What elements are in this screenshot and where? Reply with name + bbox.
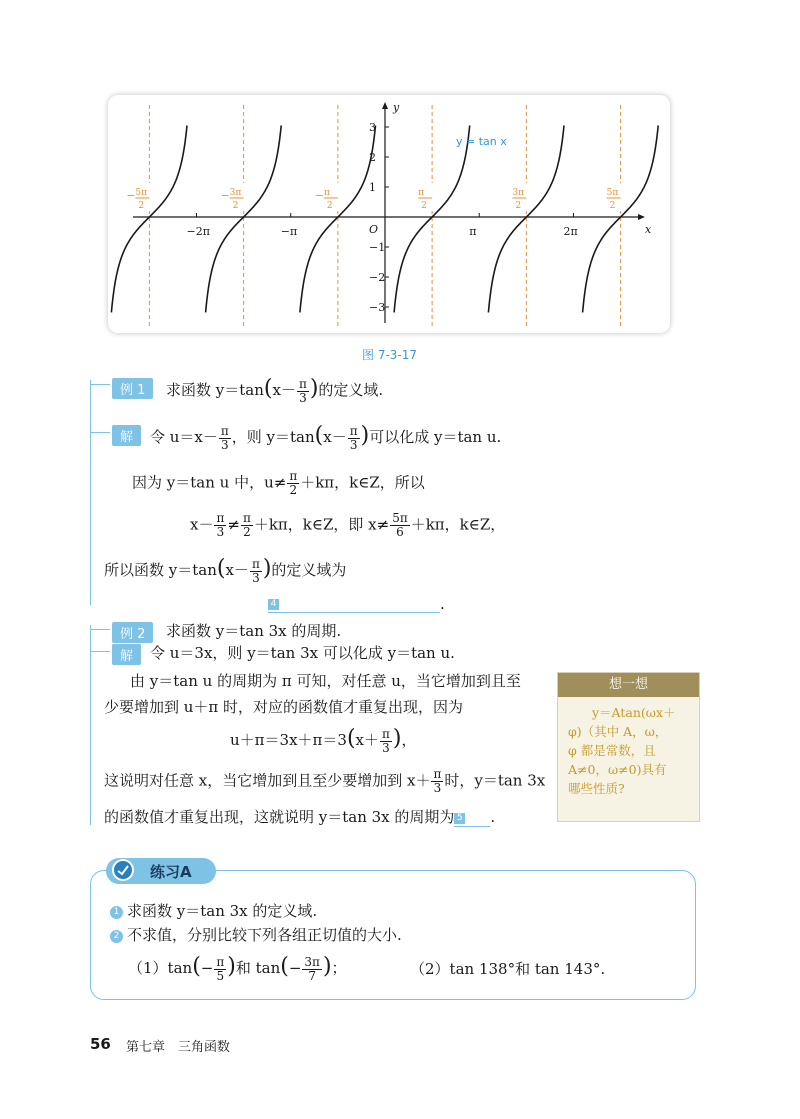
asymptote-label-den: 2 <box>232 201 239 211</box>
solution2-rule <box>90 651 110 652</box>
tan-graph <box>108 95 670 333</box>
solution2-line1: 令 u＝3x，则 y＝tan 3x 可以化成 y＝tan u. <box>150 644 455 662</box>
solution2-line4: u＋π＝3x＋π＝3(x＋ $\frac{\pi}{3}$ )， <box>230 726 417 755</box>
example2-question: 求函数 y＝tan 3x 的周期. <box>166 622 342 640</box>
chapter-title: 第七章 三角函数 <box>126 1040 231 1055</box>
asymptote-label-num: π <box>418 188 425 198</box>
y-tick-label: −1 <box>369 241 386 254</box>
origin-label: O <box>369 223 379 236</box>
curve-label: y = tan x <box>456 135 507 148</box>
practice-icon <box>112 859 134 881</box>
solution1-line2: 因为 y＝tan u 中，u≠ $\frac{\pi}{2}$ ＋kπ，k∈Z，所以 <box>132 469 425 497</box>
y-tick-label: 3 <box>369 121 376 134</box>
x-tick-label: π <box>469 225 477 238</box>
answer-blank-4[interactable]: 4 . <box>268 594 445 613</box>
asymptote-label-den: 2 <box>138 201 145 211</box>
practice-q2-part1: （1）tan(− $\frac{\pi}{5}$ )和 tan(− $\frac{3\pi}{7}$ )； <box>128 954 347 983</box>
y-tick-label: 2 <box>369 151 376 164</box>
solution2-line5: 这说明对任意 x，当它增加到且至少要增加到 x＋ $\frac{\pi}{3}$ 时，y＝tan 3x <box>104 767 546 795</box>
practice-q2-part2: （2）tan 138°和 tan 143°. <box>410 960 606 978</box>
x-tick-label: 2π <box>563 225 578 238</box>
asymptote-label-num: 3π <box>512 188 525 198</box>
example1-side-rule <box>90 380 91 605</box>
solution1-line1: 令 u＝x－ $\frac{\pi}{3}$ ，则 y＝tan(x－ $\frac{\pi}{3}$ )可以化成 y＝tan u. <box>150 423 502 452</box>
asymptote-label-num: π <box>323 188 330 198</box>
y-axis-label: y <box>393 101 400 114</box>
solution1-line4: 所以函数 y＝tan(x－ $\frac{\pi}{3}$ )的定义域为 <box>104 556 347 585</box>
think-box-title: 想一想 <box>558 673 699 697</box>
example2-top-rule <box>90 629 110 630</box>
answer-blank-5[interactable]: 5 <box>454 813 465 824</box>
example1-tag: 例 1 <box>112 378 153 399</box>
y-tick-label: −3 <box>369 301 386 314</box>
example2-side-rule <box>90 625 91 825</box>
solution2-line2: 由 y＝tan u 的周期为 π 可知，对任意 u，当它增加到且至 <box>130 672 521 690</box>
solution2-tag: 解 <box>112 644 141 665</box>
asymptote-label-sign: − <box>220 189 230 202</box>
x-tick-label: −2π <box>186 225 210 238</box>
asymptote-label-den: 2 <box>326 201 333 211</box>
asymptote-label-num: 5π <box>135 188 148 198</box>
solution1-rule <box>90 432 110 433</box>
y-axis-arrow <box>382 102 388 109</box>
asymptote-label-sign: − <box>314 189 325 202</box>
x-axis-arrow <box>638 214 645 220</box>
solution2-line3: 少要增加到 u＋π 时，对应的函数值才重复出现，因为 <box>104 698 464 716</box>
think-box <box>557 672 700 822</box>
practice-title: 练习A <box>150 863 192 881</box>
think-line-5: 哪些性质? <box>568 781 625 796</box>
asymptote-label-den: 2 <box>515 201 522 211</box>
graph-card <box>108 95 670 333</box>
think-line-4: A≠0，ω≠0)具有 <box>568 762 667 777</box>
practice-q2: 2 不求值，分别比较下列各组正切值的大小. <box>110 924 402 945</box>
asymptote-label-num: 3π <box>229 188 242 198</box>
x-axis-label: x <box>645 223 652 236</box>
asymptote-label-num: 5π <box>606 188 619 198</box>
think-line-3: φ 都是常数，且 <box>568 743 656 758</box>
figure-caption: 图 7-3-17 <box>362 348 418 362</box>
asymptote-label-den: 2 <box>421 201 427 211</box>
think-line-1: y＝Atan(ωx＋ <box>592 705 676 720</box>
page-number: 56 <box>90 1035 111 1053</box>
y-tick-label: −2 <box>369 271 386 284</box>
solution2-line6: 的函数值才重复出现，这就说明 y＝tan 3x 的周期为 5 . <box>104 808 496 826</box>
solution1-line3: x－ $\frac{\pi}{3}$ ≠ $\frac{\pi}{2}$ ＋kπ，k∈Z，即 x≠ $\frac{5\pi}{6}$ ＋kπ，k∈Z， <box>190 511 506 539</box>
asymptote-label-sign: − <box>126 189 136 202</box>
practice-q1: 1 求函数 y＝tan 3x 的定义域. <box>110 900 317 921</box>
example2-tag: 例 2 <box>112 622 153 643</box>
y-tick-label: 1 <box>369 181 376 194</box>
example1-question: 求函数 y＝tan(x－ $\frac{\pi}{3}$ )的定义域. <box>166 376 384 405</box>
example1-top-rule <box>90 384 110 385</box>
solution1-tag: 解 <box>112 425 141 446</box>
x-tick-label: −π <box>280 225 298 238</box>
think-line-2: φ)（其中 A，ω， <box>568 724 668 739</box>
asymptote-label-den: 2 <box>609 201 616 211</box>
